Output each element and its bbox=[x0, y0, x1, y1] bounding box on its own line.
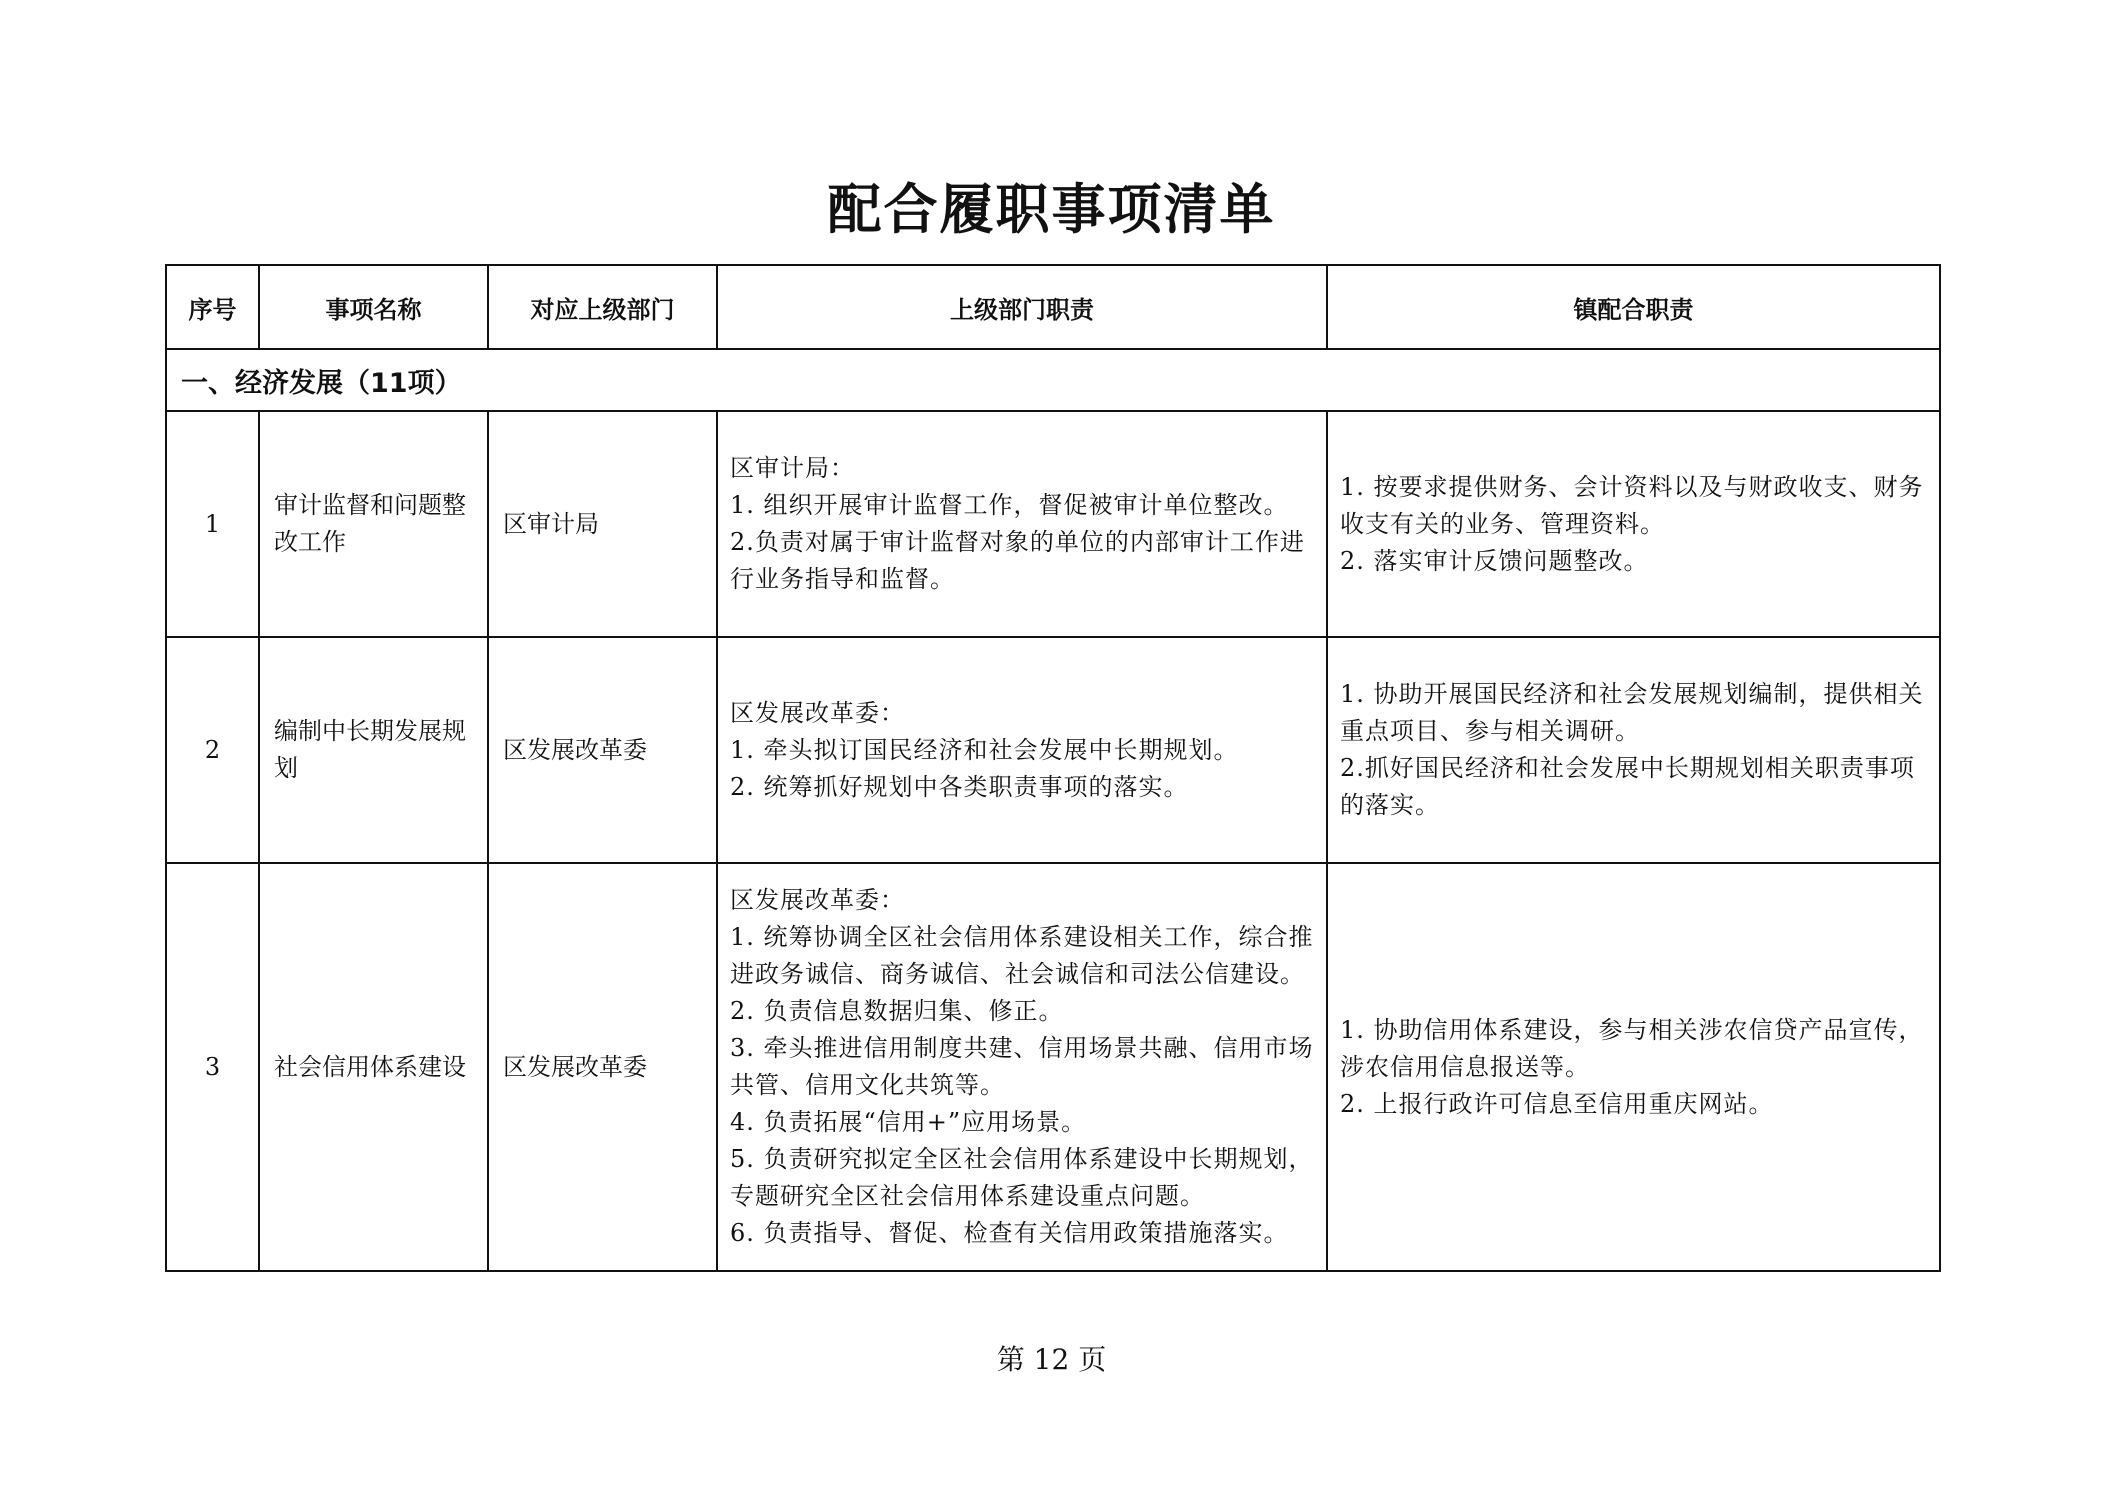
town-duty-line: 1. 协助信用体系建设，参与相关涉农信贷产品宣传，涉农信用信息报送等。 bbox=[1340, 1015, 1924, 1081]
header-town-duty: 镇配合职责 bbox=[1327, 265, 1940, 349]
header-superior-dept: 对应上级部门 bbox=[488, 265, 717, 349]
table-row bbox=[166, 411, 1940, 637]
duty-line: 2. 统筹抓好规划中各类职责事项的落实。 bbox=[730, 772, 1189, 801]
table-header-row bbox=[166, 265, 1940, 349]
duty-line: 4. 负责拓展“信用+”应用场景。 bbox=[730, 1108, 1087, 1136]
duty-line: 1. 统筹协调全区社会信用体系建设相关工作，综合推进政务诚信、商务诚信、社会诚信和司法公信建设。 bbox=[730, 923, 1314, 988]
header-item-name: 事项名称 bbox=[259, 265, 488, 349]
page-number: 第 12 页 bbox=[996, 1343, 1107, 1376]
duty-table bbox=[165, 264, 1941, 1272]
town-duty-line: 2. 上报行政许可信息至信用重庆网站。 bbox=[1340, 1089, 1774, 1118]
duty-line: 区发展改革委： bbox=[730, 698, 905, 727]
row-superior-dept: 区发展改革委 bbox=[488, 637, 717, 863]
duty-line: 区发展改革委： bbox=[730, 886, 905, 914]
duty-line: 区审计局： bbox=[730, 454, 855, 482]
header-superior-duty: 上级部门职责 bbox=[717, 265, 1327, 349]
duty-line: 2. 负责信息数据归集、修正。 bbox=[730, 997, 1064, 1025]
row-superior-duty bbox=[717, 863, 1327, 1271]
row-num: 1 bbox=[166, 411, 259, 637]
town-duty-line: 2.抓好国民经济和社会发展中长期规划相关职责事项的落实。 bbox=[1340, 754, 1915, 819]
table-row bbox=[166, 863, 1940, 1271]
section-row bbox=[166, 349, 1940, 411]
row-superior-dept: 区审计局 bbox=[488, 411, 717, 637]
section-heading: 一、经济发展（11项） bbox=[166, 349, 1940, 411]
row-superior-duty bbox=[717, 411, 1327, 637]
row-town-duty bbox=[1327, 863, 1940, 1271]
town-duty-line: 2. 落实审计反馈问题整改。 bbox=[1340, 546, 1649, 575]
duty-line: 6. 负责指导、督促、检查有关信用政策措施落实。 bbox=[730, 1219, 1289, 1247]
duty-line: 2.负责对属于审计监督对象的单位的内部审计工作进行业务指导和监督。 bbox=[730, 528, 1305, 593]
town-duty-line: 1. 协助开展国民经济和社会发展规划编制，提供相关重点项目、参与相关调研。 bbox=[1340, 680, 1924, 745]
duty-line: 1. 牵头拟订国民经济和社会发展中长期规划。 bbox=[730, 735, 1239, 764]
row-town-duty bbox=[1327, 411, 1940, 637]
row-item-name: 社会信用体系建设 bbox=[259, 863, 488, 1271]
header-num: 序号 bbox=[166, 265, 259, 349]
duty-line: 3. 牵头推进信用制度共建、信用场景共融、信用市场共管、信用文化共筑等。 bbox=[730, 1034, 1314, 1099]
row-town-duty bbox=[1327, 637, 1940, 863]
row-item-name: 审计监督和问题整改工作 bbox=[259, 411, 488, 637]
table-row bbox=[166, 637, 1940, 863]
duty-line: 1. 组织开展审计监督工作，督促被审计单位整改。 bbox=[730, 491, 1289, 519]
row-superior-dept: 区发展改革委 bbox=[488, 863, 717, 1271]
row-num: 2 bbox=[166, 637, 259, 863]
town-duty-line: 1. 按要求提供财务、会计资料以及与财政收支、财务收支有关的业务、管理资料。 bbox=[1340, 472, 1924, 538]
row-item-name: 编制中长期发展规划 bbox=[259, 637, 488, 863]
page-title: 配合履职事项清单 bbox=[827, 178, 1276, 241]
row-superior-duty bbox=[717, 637, 1327, 863]
duty-line: 5. 负责研究拟定全区社会信用体系建设中长期规划，专题研究全区社会信用体系建设重点问题。 bbox=[730, 1145, 1314, 1210]
row-num: 3 bbox=[166, 863, 259, 1271]
